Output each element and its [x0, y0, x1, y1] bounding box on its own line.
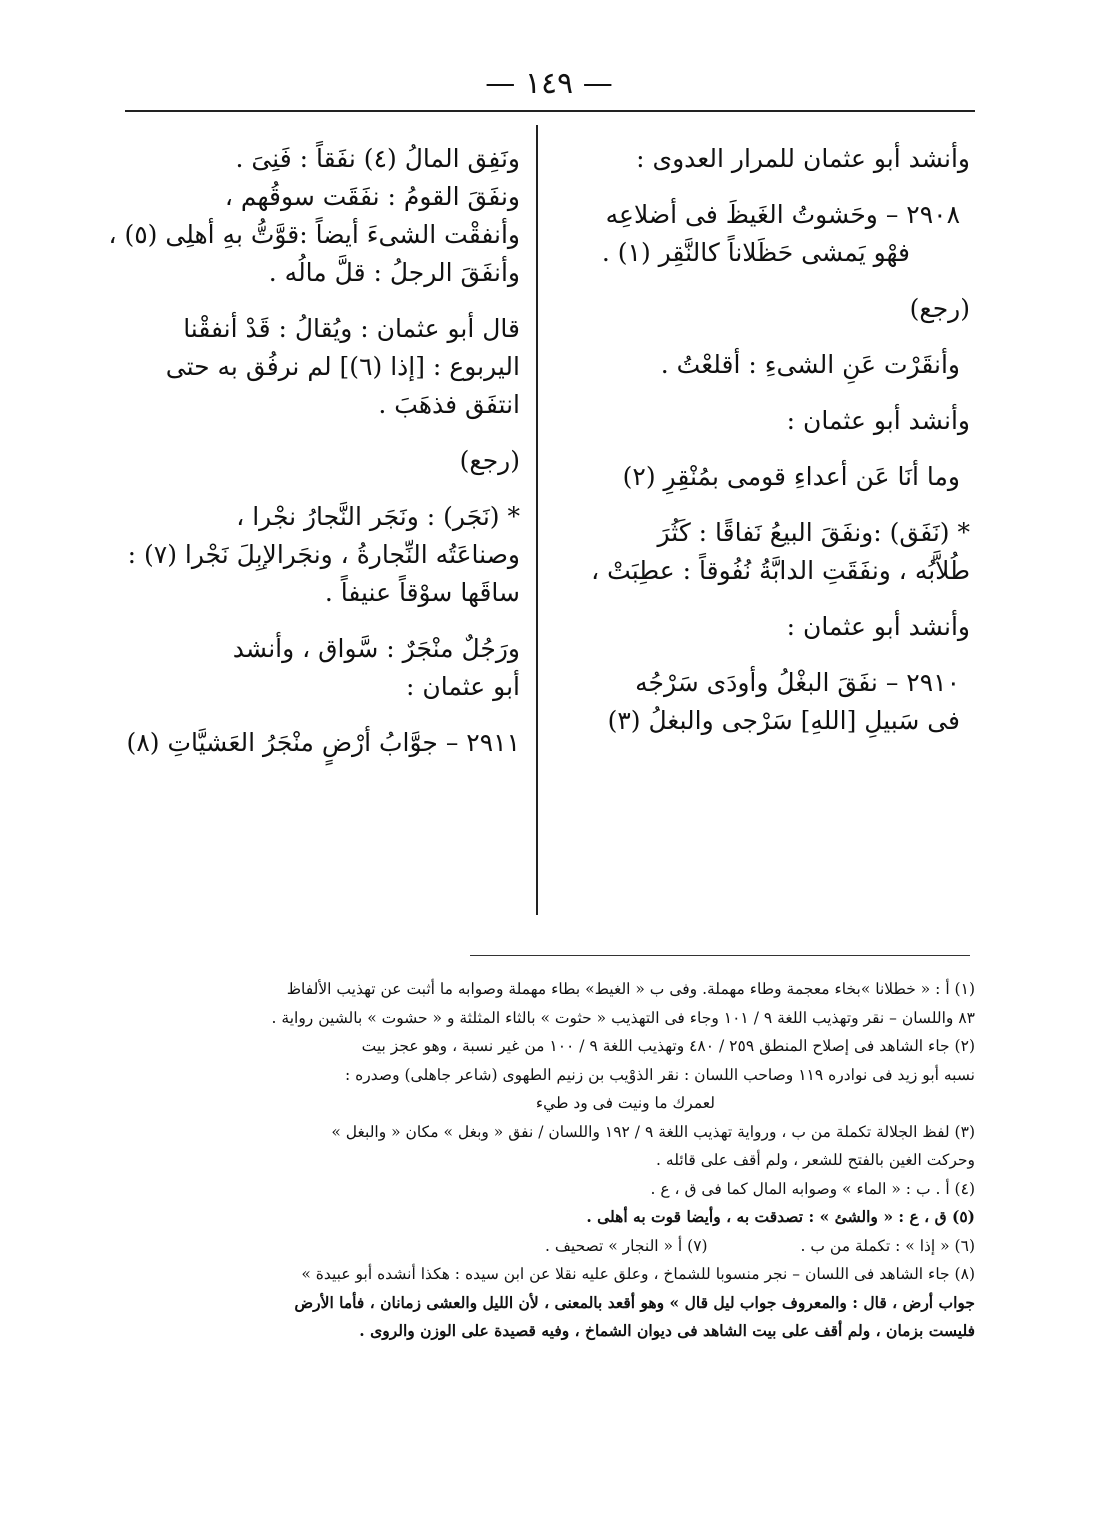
right-column: [555, 140, 970, 740]
footnote-line: وحركت الغين بالفتح للشعر ، ولم أقف على قائله .: [656, 1151, 975, 1169]
entry-heading-line: * (نَفَق) :ونفَقَ البيعُ نَفاقًا : كَثُرَ: [657, 518, 970, 547]
footnote-line: نسبه أبو زيد فى نوادره ١١٩ وصاحب اللسان : نقر الذوْيب بن زنيم الطهوى (شاعر جاهلى) وصدره :: [345, 1065, 975, 1084]
page-number: — ١٤٩ —: [485, 66, 613, 101]
footnote-line: (١) أ : « خطلانا »بخاء معجمة وطاء مهملة. وفى ب « الغيط» بطاء مهملة وصوابه ما أثبت عن تهذيب الألفاظ: [286, 980, 975, 998]
text-line: ونفَقَ القومُ : نفَقَت سوقُهم ،: [224, 182, 520, 211]
section-marker: (رجع): [459, 446, 520, 475]
text-line: وأنفقْت الشىءَ أيضاً :قوَّتُّ بهِ أهلِى (٥) ،: [108, 220, 520, 249]
verse-line: فهْو يَمشى حَظَلاناً كالنَّقِر (١) .: [601, 238, 910, 267]
left-column: [108, 140, 520, 762]
text-line: أبو عثمان :: [405, 672, 520, 701]
footnote-line: (٥) ق ، ع : « والشئ » : تصدقت به ، وأيضا قوت به أهلى .: [586, 1207, 975, 1226]
footnote-line: فليست بزمان ، ولم أقف على بيت الشاهد فى ديوان الشماخ ، وفيه قصيدة على الوزن والروى .: [359, 1321, 975, 1340]
verse-line: ٢٩٠٨ – وحَشوتُ الغَيظَ فى أضلاعِه: [605, 200, 960, 229]
text-line: وأنقَرْت عَنِ الشىءِ : أقلعْتُ .: [660, 350, 960, 379]
column-divider: [536, 125, 538, 915]
footnote-line: (٤) أ . ب : « الماء » وصوابه المال كما فى ق ، ع .: [650, 1179, 975, 1198]
verse-line: فى سَبيلِ [اللهِ] سَرْجى والبغلُ (٣): [607, 706, 960, 735]
text-line: وأنشد أبو عثمان للمرار العدوى :: [636, 144, 970, 173]
footnote-line: جواب أرض ، قال : والمعروف جواب ليل قال » وهو أقعد بالمعنى ، لأن الليل والعشى زمانان ، فأما الأرض: [294, 1292, 975, 1312]
verse-line: وما أنَا عَن أعداءِ قومى بمُنْقِرِ (٢): [622, 462, 960, 491]
text-line: انتفَق فذهَبَ .: [378, 390, 520, 419]
verse-line: ٢٩١٠ – نفَقَ البغْلُ وأودَى سَرْجُه: [635, 668, 960, 697]
footnote-line: (٦) « إذا » : تكملة من ب .: [800, 1236, 975, 1255]
footnote-rule: [470, 955, 970, 956]
entry-heading-line: * (نَجَر) : ونَجَر النَّجارُ نجْرا ،: [236, 502, 520, 531]
header-rule: [125, 110, 975, 112]
verse-line: ٢٩١١ – جوَّابُ أرْضٍ منْجَرُ العَشيَّاتِ (٨): [126, 728, 520, 757]
text-line: ساقَها سوْقاً عنيفاً .: [324, 578, 520, 607]
text-line: طُلاَّبُه ، ونفَقَتِ الدابَّةُ نُفُوقاً : عطِبَتْ ،: [591, 556, 970, 585]
text-line: ونَفِق المالُ (٤) نفَقاً : فَنِىَ .: [235, 144, 520, 173]
section-marker: (رجع): [909, 294, 970, 323]
text-line: وصناعَتُه النِّجارةُ ، ونجَرالإبِلَ نَجْرا (٧) :: [127, 540, 520, 569]
text-line: وأنشد أبو عثمان :: [786, 612, 970, 641]
footnote-verse: لعمرك ما ونيت فى ود طيء: [535, 1094, 715, 1112]
footnote-line: (٣) لفظ الجلالة تكملة من ب ، ورواية تهذيب اللغة ٩ / ١٩٢ واللسان / نفق « وبغل » مكان « والبغل »: [331, 1122, 975, 1141]
footnote-line: (٨) جاء الشاهد فى اللسان – نجر منسوبا للشماخ ، وعلق عليه نقلا عن ابن سيده : هكذا أنشده أبو عبيدة »: [301, 1265, 975, 1283]
text-line: وأنفَقَ الرجلُ : قلَّ مالُه .: [268, 258, 520, 287]
footnotes: [115, 975, 975, 1346]
footnote-line: (٧) أ « النجار » تصحيف .: [545, 1236, 708, 1255]
text-line: اليربوع : [إذا (٦)] لم نرفُق به حتى: [165, 352, 520, 381]
text-line: ورَجُلٌ منْجَرٌ : سَّواق ، وأنشد: [232, 634, 520, 663]
footnote-pair: [115, 1232, 975, 1261]
text-line: وأنشد أبو عثمان :: [786, 406, 970, 435]
footnote-line: (٢) جاء الشاهد فى إصلاح المنطق ٢٥٩ / ٤٨٠ وتهذيب اللغة ٩ / ١٠٠ من غير نسبة ، وهو عجز بيت: [361, 1037, 975, 1055]
footnote-line: ٨٣ واللسان – نقر وتهذيب اللغة ٩ / ١٠١ وجاء فى التهذيب « حثوت » بالثاء المثلثة و « حشوت » بالشين رواية .: [271, 1008, 975, 1027]
text-line: قال أبو عثمان : ويُقالُ : قَدْ أنفقْنا: [183, 314, 520, 343]
